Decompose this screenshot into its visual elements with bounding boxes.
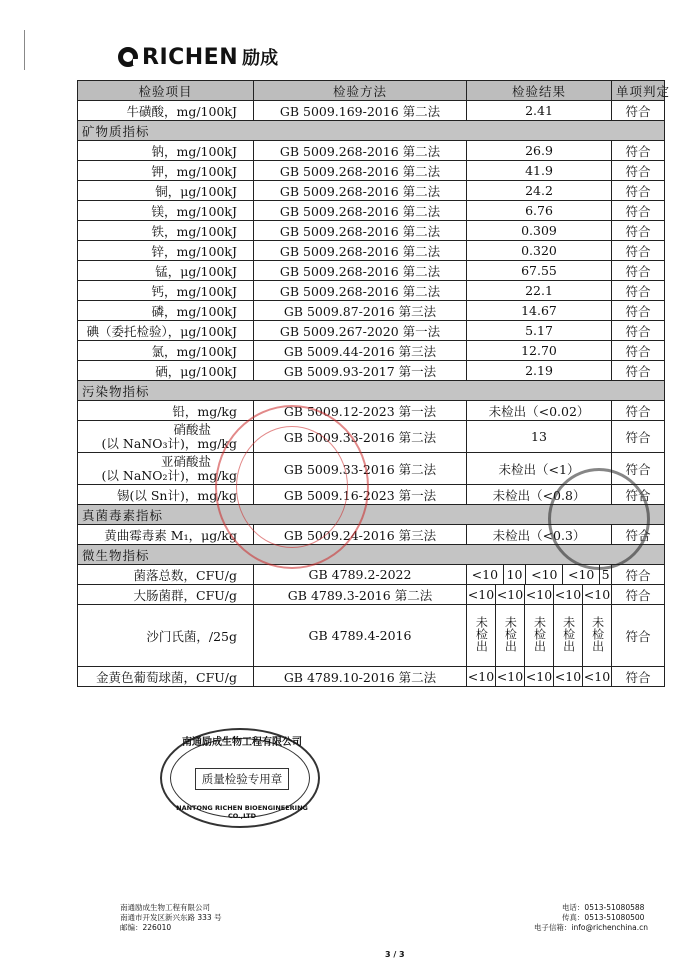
judge: 符合 (612, 421, 665, 453)
logo-ring-icon (118, 47, 138, 67)
sample-result-text: 未检出 (532, 616, 547, 652)
table-row (78, 361, 665, 381)
method: GB 5009.268-2016 第二法 (254, 261, 467, 281)
item-name: 铜，μg/100kJ (78, 181, 254, 201)
item-name (78, 421, 254, 453)
result: 22.1 (467, 281, 612, 301)
method: GB 5009.12-2023 第一法 (254, 401, 467, 421)
item-name: 钾，mg/100kJ (78, 161, 254, 181)
table-row (78, 401, 665, 421)
judge: 符合 (612, 221, 665, 241)
margin-mark (24, 30, 25, 70)
result: 未检出（<0.02） (467, 401, 612, 421)
table-row (78, 321, 665, 341)
judge: 符合 (612, 525, 665, 545)
result: 5.17 (467, 321, 612, 341)
sample-result (467, 605, 495, 666)
inspection-table (77, 80, 671, 687)
sample-result: 5 (601, 567, 610, 582)
result: 0.320 (467, 241, 612, 261)
result: 0.309 (467, 221, 612, 241)
table-row (78, 281, 665, 301)
judge: 符合 (612, 301, 665, 321)
item-name: 牛磺酸，mg/100kJ (78, 101, 254, 121)
item-name: 锰，μg/100kJ (78, 261, 254, 281)
section-row (78, 121, 665, 141)
sample-result: <10 (471, 567, 499, 582)
judge: 符合 (612, 281, 665, 301)
item-name: 菌落总数，CFU/g (78, 565, 254, 585)
table-row (78, 261, 665, 281)
item-name: 钠，mg/100kJ (78, 141, 254, 161)
judge: 符合 (612, 261, 665, 281)
result: 未检出（<0.8） (467, 485, 612, 505)
judge: 符合 (612, 605, 665, 667)
method: GB 5009.267-2020 第一法 (254, 321, 467, 341)
item-name: 硒，μg/100kJ (78, 361, 254, 381)
section-title: 真菌毒素指标 (78, 505, 665, 525)
result: 未检出（<0.3） (467, 525, 612, 545)
result: 12.70 (467, 341, 612, 361)
dark-seal-stamp (548, 468, 650, 570)
method: GB 4789.2-2022 (254, 565, 467, 585)
footer-postcode: 邮编：226010 (120, 923, 172, 932)
item-name: 金黄色葡萄球菌，CFU/g (78, 667, 254, 687)
header-item: 检验项目 (78, 81, 254, 101)
item-name: 铁，mg/100kJ (78, 221, 254, 241)
table-row (78, 181, 665, 201)
method: GB 5009.33-2016 第二法 (254, 421, 467, 453)
sample-result: <10 (563, 565, 600, 584)
item-name-line2: (以 NaNO₃计)，mg/kg (101, 435, 237, 451)
company-logo (118, 44, 278, 70)
result: 24.2 (467, 181, 612, 201)
footer-company: 南通励成生物工程有限公司 (120, 903, 210, 912)
result: 2.19 (467, 361, 612, 381)
result: 14.67 (467, 301, 612, 321)
footer-contact (534, 903, 648, 933)
method: GB 5009.44-2016 第三法 (254, 341, 467, 361)
judge: 符合 (612, 161, 665, 181)
item-name: 钙，mg/100kJ (78, 281, 254, 301)
method: GB 5009.268-2016 第二法 (254, 181, 467, 201)
sample-result: <10 (583, 587, 611, 602)
sample-result: <10 (467, 669, 495, 684)
sample-result: <10 (554, 587, 582, 602)
judge: 符合 (612, 341, 665, 361)
table-header (78, 81, 665, 101)
method: GB 5009.268-2016 第二法 (254, 161, 467, 181)
method: GB 5009.33-2016 第二法 (254, 453, 467, 485)
item-name: 磷，mg/100kJ (78, 301, 254, 321)
result: 13 (467, 421, 612, 453)
sample-result: <10 (526, 565, 563, 584)
table-row (78, 301, 665, 321)
judge: 符合 (612, 453, 665, 485)
sample-result: <10 (525, 587, 553, 602)
judge: 符合 (612, 401, 665, 421)
sample-result-text: 未检出 (561, 616, 576, 652)
table-row (78, 341, 665, 361)
section-row (78, 381, 665, 401)
footer-fax: 传真：0513-51080500 (561, 913, 645, 922)
stamp-english: NANTONG RICHEN BIOENGINEERING CO.,LTD (176, 804, 308, 820)
sample-result (554, 605, 583, 666)
item-name-line2: (以 NaNO₂计)，mg/kg (101, 467, 237, 483)
item-name: 大肠菌群，CFU/g (78, 585, 254, 605)
stamp-label: 质量检验专用章 (195, 768, 289, 790)
item-name: 碘（委托检验），μg/100kJ (78, 321, 254, 341)
item-name: 锌，mg/100kJ (78, 241, 254, 261)
sample-result: 10 (503, 565, 526, 584)
result: 2.41 (467, 101, 612, 121)
judge: 符合 (612, 141, 665, 161)
judge: 符合 (612, 667, 665, 687)
result: 26.9 (467, 141, 612, 161)
sample-result: <10 (467, 587, 495, 602)
header-judge: 单项判定 (612, 81, 665, 101)
sample-result (524, 605, 553, 666)
judge: 符合 (612, 241, 665, 261)
method: GB 5009.268-2016 第二法 (254, 281, 467, 301)
item-name (78, 453, 254, 485)
judge: 符合 (612, 485, 665, 505)
table-row (78, 221, 665, 241)
method: GB 5009.268-2016 第二法 (254, 201, 467, 221)
table-row (78, 585, 665, 605)
method: GB 5009.169-2016 第二法 (254, 101, 467, 121)
table-row (78, 241, 665, 261)
result-samples (467, 585, 612, 605)
header-result: 检验结果 (467, 81, 612, 101)
section-title: 微生物指标 (78, 545, 665, 565)
method: GB 4789.10-2016 第二法 (254, 667, 467, 687)
footer-email: 电子信箱：info@richenchina.cn (533, 923, 648, 932)
method: GB 4789.3-2016 第二法 (254, 585, 467, 605)
item-name: 镁，mg/100kJ (78, 201, 254, 221)
footer-address (120, 903, 222, 933)
table-row (78, 141, 665, 161)
table-row (78, 201, 665, 221)
sample-result-text: 未检出 (474, 616, 489, 652)
sample-result: <10 (496, 587, 524, 602)
item-name-line1: 亚硝酸盐 (160, 453, 211, 469)
method: GB 5009.87-2016 第三法 (254, 301, 467, 321)
method: GB 5009.268-2016 第二法 (254, 241, 467, 261)
sample-result: <10 (496, 669, 524, 684)
logo-cn: 励成 (242, 48, 279, 69)
table-row (78, 565, 665, 585)
item-name: 黄曲霉毒素 M₁，μg/kg (78, 525, 254, 545)
result: 67.55 (467, 261, 612, 281)
footer-street: 南通市开发区新兴东路 333 号 (120, 913, 222, 922)
item-name: 锡(以 Sn计)，mg/kg (78, 485, 254, 505)
sample-result: <10 (554, 669, 582, 684)
sample-result: <10 (525, 669, 553, 684)
result-samples (467, 667, 612, 687)
result: 未检出（<1） (467, 453, 612, 485)
item-name-line1: 硝酸盐 (173, 421, 211, 437)
table-row (78, 667, 665, 687)
method: GB 5009.268-2016 第二法 (254, 141, 467, 161)
method: GB 5009.93-2017 第一法 (254, 361, 467, 381)
sample-result (583, 605, 611, 666)
judge: 符合 (612, 585, 665, 605)
item-name: 铅，mg/kg (78, 401, 254, 421)
sample-result-text: 未检出 (590, 616, 605, 652)
table-row (78, 161, 665, 181)
item-name: 氯，mg/100kJ (78, 341, 254, 361)
stamp-company: 南通励成生物工程有限公司 (182, 737, 302, 748)
judge: 符合 (612, 181, 665, 201)
result-samples (467, 605, 612, 667)
result: 6.76 (467, 201, 612, 221)
sample-result: <10 (583, 669, 611, 684)
table-row (78, 605, 665, 667)
judge: 符合 (612, 565, 665, 585)
judge: 符合 (612, 201, 665, 221)
judge: 符合 (612, 101, 665, 121)
method: GB 5009.16-2023 第一法 (254, 485, 467, 505)
table-row (78, 101, 665, 121)
method: GB 5009.268-2016 第二法 (254, 221, 467, 241)
method: GB 4789.4-2016 (254, 605, 467, 667)
header-method: 检验方法 (254, 81, 467, 101)
footer-phone: 电话：0513-51080588 (561, 903, 645, 912)
section-title: 污染物指标 (78, 381, 665, 401)
judge: 符合 (612, 321, 665, 341)
logo-text: RICHEN (142, 44, 239, 70)
table-row (78, 421, 665, 453)
section-title: 矿物质指标 (78, 121, 665, 141)
sample-result (495, 605, 524, 666)
quality-inspection-stamp (160, 728, 320, 828)
judge: 符合 (612, 361, 665, 381)
result: 41.9 (467, 161, 612, 181)
sample-result-text: 未检出 (503, 616, 518, 652)
item-name: 沙门氏菌，/25g (78, 605, 254, 667)
page-number: 3 / 3 (385, 950, 405, 959)
method: GB 5009.24-2016 第三法 (254, 525, 467, 545)
